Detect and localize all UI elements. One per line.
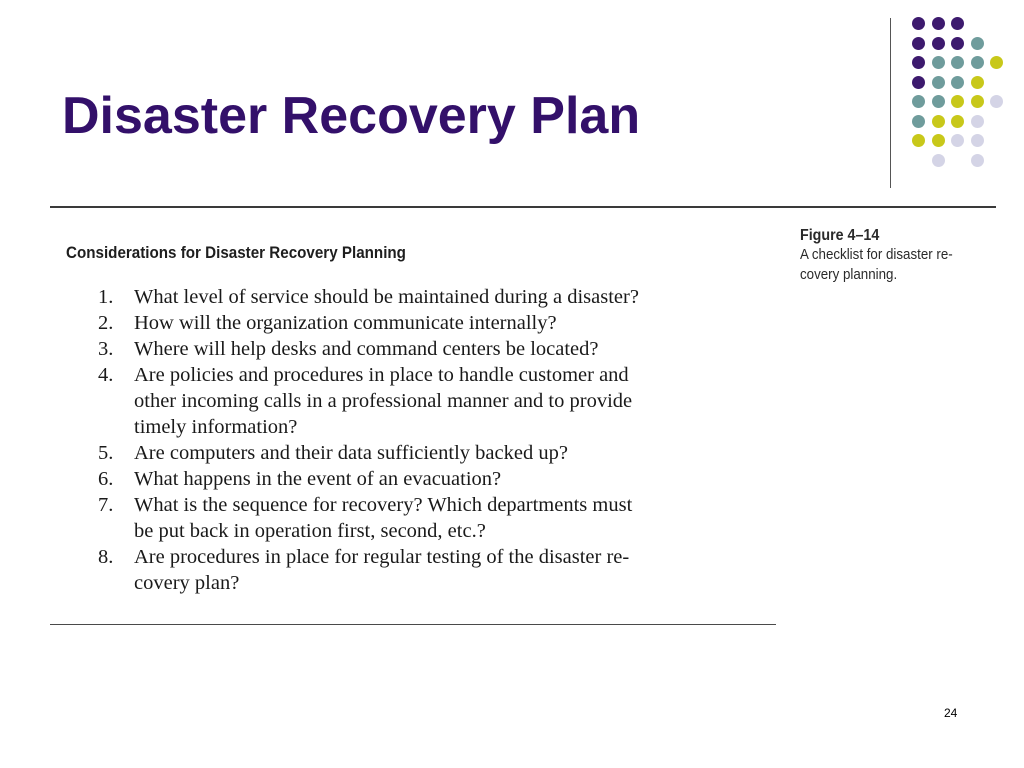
decorative-dot <box>912 76 925 89</box>
figure-caption-line: covery planning. <box>800 267 898 283</box>
decorative-dot <box>951 17 964 30</box>
checklist-item-number: 6. <box>98 468 114 490</box>
decorative-dot <box>971 76 984 89</box>
checklist-item-line: other incoming calls in a professional manner and to provide <box>134 390 633 412</box>
decorative-dot <box>971 154 984 167</box>
decorative-dot <box>971 134 984 147</box>
decorative-dot <box>951 37 964 50</box>
checklist-item-number: 5. <box>98 442 114 464</box>
checklist-item <box>98 362 778 440</box>
checklist-item <box>98 440 778 466</box>
decorative-dot <box>932 115 945 128</box>
figure-bottom-rule <box>50 624 776 625</box>
checklist-item-line: How will the organization communicate internally? <box>134 312 557 334</box>
figure-caption <box>800 226 1000 285</box>
decorative-dot <box>990 95 1003 108</box>
checklist-item-line: timely information? <box>134 416 298 438</box>
decorative-dot <box>951 95 964 108</box>
decorative-dot <box>990 56 1003 69</box>
checklist-item-line: Are policies and procedures in place to handle customer and <box>134 364 629 386</box>
figure-caption-line: A checklist for disaster re- <box>800 247 953 263</box>
checklist-item-number: 7. <box>98 494 114 516</box>
decorative-dot <box>912 115 925 128</box>
figure-caption-label: Figure 4–14 <box>800 227 880 244</box>
checklist-item-number: 4. <box>98 364 114 386</box>
decorative-dot <box>971 37 984 50</box>
decorative-dot <box>912 17 925 30</box>
checklist-item <box>98 284 778 310</box>
checklist-item <box>98 544 778 596</box>
checklist-item-number: 2. <box>98 312 114 334</box>
decorative-dot <box>912 95 925 108</box>
checklist-item-line: What level of service should be maintained during a disaster? <box>134 286 639 308</box>
checklist-item <box>98 492 778 544</box>
checklist-item-line: What is the sequence for recovery? Which departments must <box>134 494 633 516</box>
decorative-dot <box>932 17 945 30</box>
vertical-divider <box>890 18 891 188</box>
checklist-item <box>98 336 778 362</box>
decorative-dot <box>951 115 964 128</box>
checklist-item-number: 8. <box>98 546 114 568</box>
decorative-dot <box>951 76 964 89</box>
checklist-item <box>98 466 778 492</box>
decorative-dot <box>932 76 945 89</box>
slide-title: Disaster Recovery Plan <box>62 87 641 145</box>
checklist-item-line: covery plan? <box>134 572 240 594</box>
checklist-item <box>98 310 778 336</box>
checklist-item-line: Are computers and their data sufficiently backed up? <box>134 442 568 464</box>
checklist <box>98 284 778 596</box>
decorative-dot <box>951 134 964 147</box>
figure-heading: Considerations for Disaster Recovery Planning <box>66 244 406 262</box>
figure-top-rule <box>50 206 996 208</box>
decorative-dot <box>971 95 984 108</box>
decorative-dot <box>932 154 945 167</box>
decorative-dot <box>971 115 984 128</box>
checklist-item-line: be put back in operation first, second, etc.? <box>134 520 486 542</box>
checklist-item-number: 3. <box>98 338 114 360</box>
decorative-dot <box>912 56 925 69</box>
decorative-dot <box>951 56 964 69</box>
page-number: 24 <box>944 706 958 720</box>
decorative-dot <box>932 37 945 50</box>
decorative-dot <box>912 37 925 50</box>
decorative-dot <box>932 95 945 108</box>
checklist-item-number: 1. <box>98 286 114 308</box>
decorative-dot <box>971 56 984 69</box>
decorative-dot <box>912 134 925 147</box>
decorative-dot <box>932 134 945 147</box>
checklist-item-line: What happens in the event of an evacuation? <box>134 468 502 490</box>
checklist-item-line: Where will help desks and command centers be located? <box>134 338 599 360</box>
checklist-item-line: Are procedures in place for regular testing of the disaster re- <box>134 546 630 568</box>
decorative-dot <box>932 56 945 69</box>
